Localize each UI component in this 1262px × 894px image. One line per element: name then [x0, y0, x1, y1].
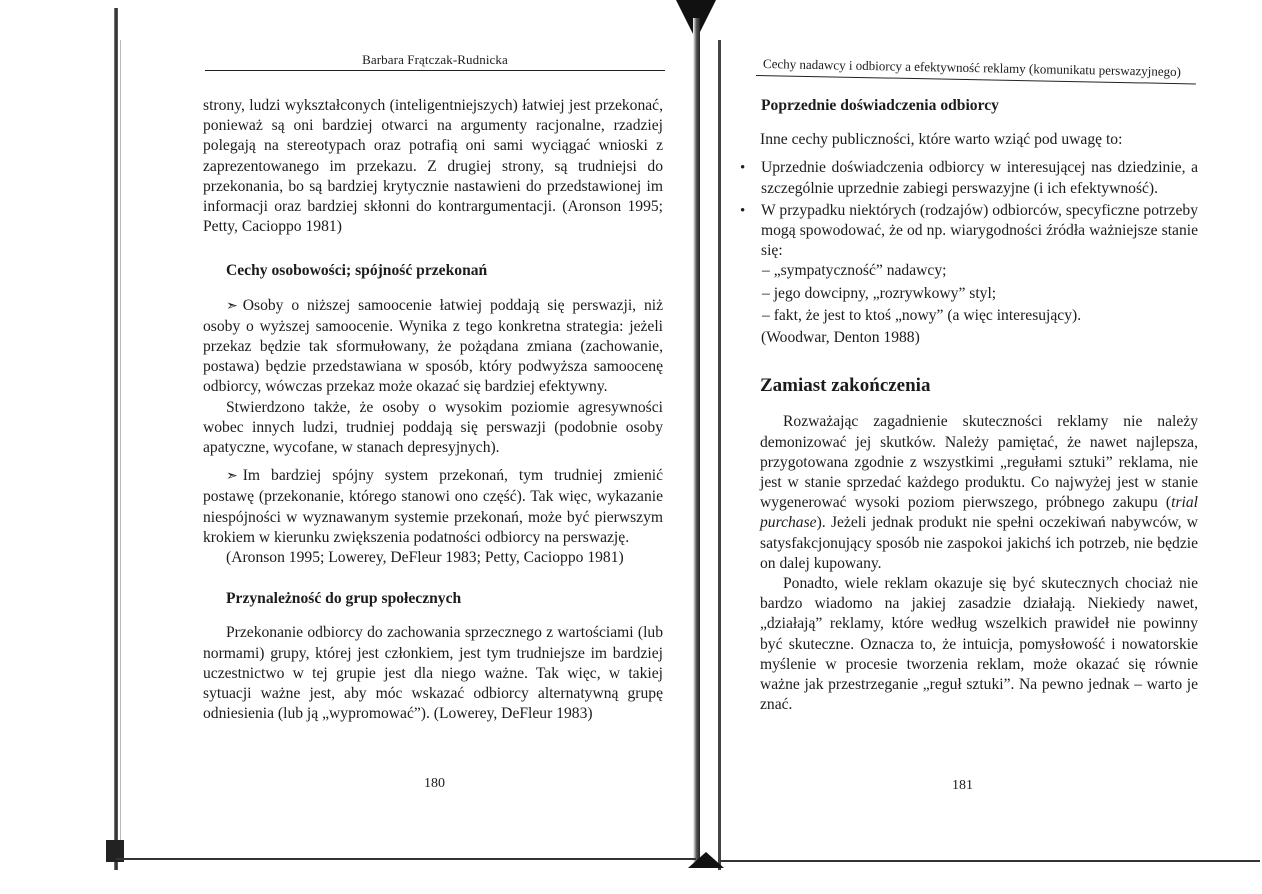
paragraph-conclusion-1: Rozważając zagadnienie skuteczności reklamy nie należy demonizować jej skutków. Należy pamiętać, że nawet najlepsza, przygotowana zgodnie z wszystkimi „regułami sztuki” reklama, nie jest w stanie sprzedać każdego produktu. Co najwyżej jest w stanie wygenerować wysoki poziom pierwszego, próbnego zakupu (trial purchase). Jeżeli jednak produkt nie spełni oczekiwań nabywców, w satysfakcjonujący sposób nie zaspokoi jakichś ich potrzeb, nie będzie on dalej kupowany.	[760, 413, 1198, 572]
dash-list	[761, 261, 1198, 326]
citation: (Aronson 1995; Lowerey, DeFleur 1983; Petty, Cacioppo 1981)	[226, 549, 624, 567]
citation: (Woodwar, Denton 1988)	[761, 329, 920, 347]
paragraph-self-esteem: ➣ Osoby o niższej samoocenie łatwiej poddają się perswazji, niż osoby o wyższej samoocenie. Wynika z tego konkretna strategia: jeżeli przekaz będzie tak sformułowany, że pożądana zmiana (zachowanie, postawa) będzie przedstawiana w sposób, który podwyższa samoocenę odbiorcy, wówczas przekaz może okazać się bardziej efektywny.	[203, 296, 663, 396]
section-heading: Poprzednie doświadczenia odbiorcy	[761, 97, 999, 114]
bullet-list	[740, 158, 1198, 348]
bullet-icon: •	[740, 202, 746, 219]
running-head-left: Barbara Frątczak-Rudnicka	[362, 52, 508, 67]
paragraph-intro: Inne cechy publiczności, które warto wziąć pod uwagę to:	[760, 131, 1123, 149]
paragraph-belief-system: ➣ Im bardziej spójny system przekonań, tym trudniej zmienić postawę (przekonanie, którego stanowi ono część). Tak więc, wykazanie niespójności w wyznawanym systemie przekonań, może być pierwszym krokiem w kierunku zwiększenia podatności odbiorcy na perswazję.	[203, 467, 663, 546]
list-item: • Uprzednie doświadczenia odbiorcy w interesującej nas dziedzinie, a szczególnie uprzednie zabiegi perswazyjne (i ich efektywność).	[740, 159, 1198, 197]
arrow-bullet-icon: ➣	[226, 298, 238, 314]
bullet-icon: •	[740, 160, 746, 177]
section-heading: Cechy osobowości; spójność przekonań	[226, 262, 488, 280]
chapter-heading: Zamiast zakończenia	[760, 375, 931, 397]
list-item: • W przypadku niektórych (rodzajów) odbiorców, specyficzne potrzeby mogą spowodować, że od np. wiarygodności źródła ważniejsze stanie się: – „sympatyczność” nadawcy; – jego dowcipny, „rozrywkowy” styl; – fakt, że jest to ktoś „nowy” (a więc interesujący). (Woodwar, Denton 1988)	[760, 201, 1198, 348]
section-heading: Przynależność do grup społecznych	[226, 590, 462, 608]
running-head-right: Cechy nadawcy i odbiorcy a efektywność reklamy (komunikatu perswazyjnego)	[762, 56, 1182, 80]
arrow-bullet-icon: ➣	[226, 469, 238, 485]
dash-item: – jego dowcipny, „rozrywkowy” styl;	[762, 284, 997, 302]
page-number: 181	[952, 778, 973, 793]
page-number: 180	[424, 776, 445, 791]
paragraph-social-groups: Przekonanie odbiorcy do zachowania sprzecznego z wartościami (lub normami) grupy, której jest członkiem, jest tym trudniejsze im bardziej uczestnictwo w tej grupie jest dla niego ważne. Tak więc, w takiej sytuacji ważne jest, aby móc wskazać odbiorcy alternatywną grupę odniesienia (lub ją „wypromować”). (Lowerey, DeFleur 1983)	[203, 624, 663, 723]
right-text-column	[740, 96, 1198, 715]
paragraph-aggression: Stwierdzono także, że osoby o wysokim poziomie agresywności wobec innych ludzi, trudniej poddają się perswazji (podobnie osoby apatyczne, wycofane, w stanach depresyjnych).	[203, 398, 663, 457]
paragraph-conclusion-2: Ponadto, wiele reklam okazuje się być skutecznych chociaż nie bardzo wiadomo na jakiej zasadzie działają. Niekiedy nawet, „działają” reklamy, które według wszelkich prawideł nie powinny być skuteczne. Oznacza to, że intuicja, pomysłowość i nowatorskie myślenie w procesie tworzenia reklam, może okazać się równie ważne jak przestrzeganie „reguł sztuki”. Na pewno jednak – warto je znać.	[760, 575, 1198, 714]
intro-paragraph: strony, ludzi wykształconych (inteligentniejszych) łatwiej jest przekonać, ponieważ są oni bardziej otwarci na argumenty racjonalne, rzadziej polegają na stereotypach oraz potrafią oni sami wyciągać wnioski z zaprezentowanego im przekazu. Z drugiej strony, są trudniejsi do przekonania, bo są bardziej krytycznie nastawieni do przedstawionej im informacji oraz bardziej skłonni do kontrargumentacji. (Aronson 1995; Petty, Cacioppo 1981)	[203, 97, 663, 236]
dash-item: – „sympatyczność” nadawcy;	[762, 262, 947, 280]
dash-item: – fakt, że jest to ktoś „nowy” (a więc interesujący).	[762, 306, 1082, 324]
